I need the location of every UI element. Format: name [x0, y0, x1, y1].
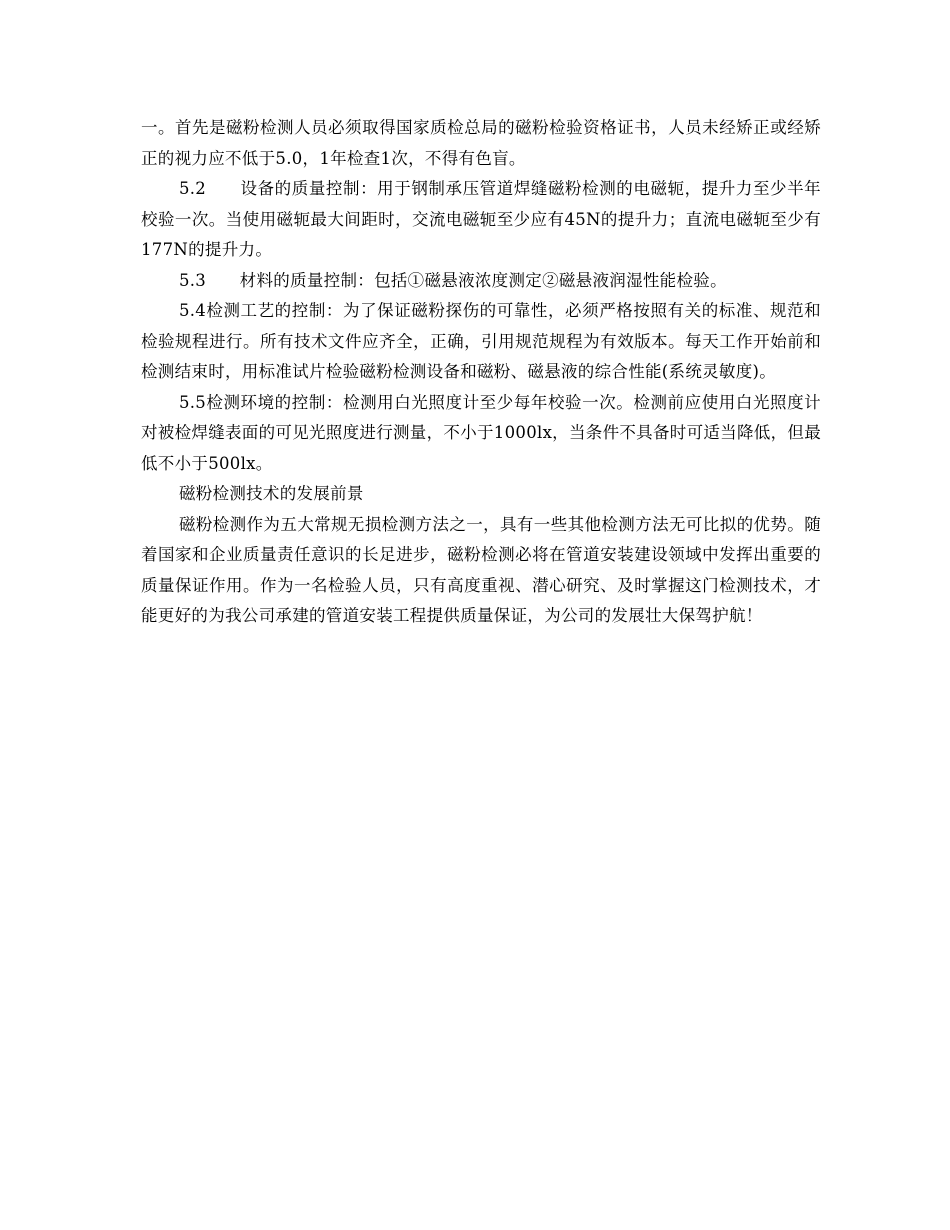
paragraph-material-quality: 5.3 材料的质量控制：包括①磁悬液浓度测定②磁悬液润湿性能检验。 [178, 270, 727, 290]
document-body [141, 113, 821, 632]
paragraph-environment-control: 5.5检测环境的控制：检测用白光照度计至少每年校验一次。检测前应使用白光照度计对被检焊缝表面的可见光照度进行测量，不小于1000lx，当条件不具备时可适当降低，但最低不小于500lx。 [141, 392, 821, 473]
paragraph-process-control: 5.4检测工艺的控制：为了保证磁粉探伤的可靠性，必须严格按照有关的标准、规范和检验规程进行。所有技术文件应齐全，正确，引用规范规程为有效版本。每天工作开始前和检测结束时，用标准试片检验磁粉检测设备和磁粉、磁悬液的综合性能(系统灵敏度)。 [141, 301, 821, 381]
paragraph-equipment-quality: 5.2 设备的质量控制：用于钢制承压管道焊缝磁粉检测的电磁轭，提升力至少半年校验一次。当使用磁轭最大间距时，交流电磁轭至少应有45N的提升力；直流电磁轭至少有177N的提升力。 [141, 179, 821, 259]
paragraph-prospects: 磁粉检测作为五大常规无损检测方法之一，具有一些其他检测方法无可比拟的优势。随着国家和企业质量责任意识的长足进步，磁粉检测必将在管道安装建设领域中发挥出重要的质量保证作用。作为一名检验人员，只有高度重视、潜心研究、及时掌握这门检测技术，才能更好的为我公司承建的管道安装工程提供质量保证，为公司的发展壮大保驾护航！ [141, 514, 821, 625]
section-heading: 磁粉检测技术的发展前景 [178, 484, 364, 503]
paragraph-personnel-qualification: 一。首先是磁粉检测人员必须取得国家质检总局的磁粉检验资格证书，人员未经矫正或经矫正的视力应不低于5.0，1年检查1次，不得有色盲。 [141, 118, 821, 168]
